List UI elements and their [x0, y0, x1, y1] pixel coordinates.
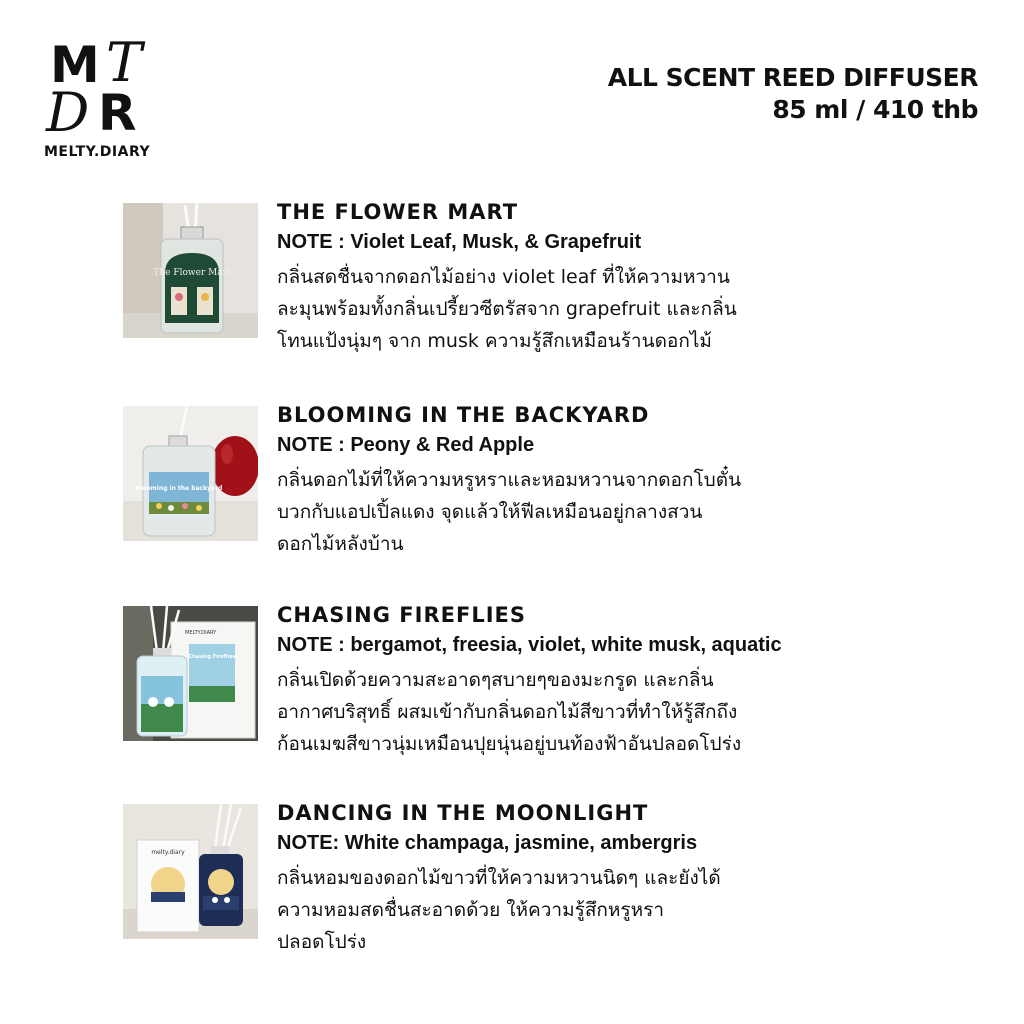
product-name: BLOOMING IN THE BACKYARD — [277, 403, 650, 427]
description-line: กลิ่นหอมของดอกไม้ขาวที่ให้ความหวานนิดๆ และยังได้ — [277, 867, 721, 889]
logo-letter-m: M — [50, 36, 98, 94]
price-line: 85 ml / 410 thb — [772, 95, 978, 124]
dancing-moonlight-bottle-illustration — [123, 804, 258, 939]
description-line: ปลอดโปร่ง — [277, 931, 367, 953]
svg-text:Chasing Fireflies: Chasing Fireflies — [188, 654, 236, 660]
product-item-flower-mart — [123, 200, 893, 353]
product-name: DANCING IN THE MOONLIGHT — [277, 801, 649, 825]
product-info — [277, 400, 897, 560]
product-note: NOTE : Peony & Red Apple — [277, 434, 535, 456]
description-line: อากาศบริสุทธิ์ ผสมเข้ากับกลิ่นดอกไม้สีขาวที่ทำให้รู้สึกถึง — [277, 701, 738, 723]
product-name: CHASING FIREFLIES — [277, 603, 526, 627]
page-header — [608, 62, 978, 126]
logo-letter-d: D — [46, 81, 90, 144]
blooming-backyard-bottle-photo — [123, 406, 258, 541]
dancing-moonlight-bottle-photo — [123, 804, 258, 939]
chasing-fireflies-bottle-photo — [123, 606, 258, 741]
description-line: ดอกไม้หลังบ้าน — [277, 533, 404, 555]
chasing-fireflies-bottle-illustration — [123, 606, 258, 741]
product-description — [277, 862, 897, 958]
svg-text:Blooming in the backyard: Blooming in the backyard — [135, 485, 223, 492]
brand-logo — [44, 31, 166, 164]
description-line: โทนแป้งนุ่มๆ จาก musk ความรู้สึกเหมือนร้านดอกไม้ — [277, 330, 712, 352]
flower-mart-bottle-illustration — [123, 203, 258, 338]
flower-mart-bottle-photo — [123, 203, 258, 338]
product-item-dancing-moonlight — [123, 801, 893, 954]
product-description — [277, 664, 897, 760]
logo-letter-t: T — [106, 31, 143, 94]
product-info — [277, 798, 897, 958]
description-line: ก้อนเมฆสีขาวนุ่มเหมือนปุยนุ่นอยู่บนท้องฟ้าอันปลอดโปร่ง — [277, 733, 742, 755]
product-description — [277, 464, 897, 560]
description-line: กลิ่นดอกไม้ที่ให้ความหรูหราและหอมหวานจากดอกโบตั๋น — [277, 469, 742, 491]
logo-monogram — [44, 31, 166, 144]
svg-text:The Flower Mart: The Flower Mart — [153, 268, 231, 278]
description-line: กลิ่นสดชื่นจากดอกไม้อย่าง violet leaf ที่ให้ความหวาน — [277, 266, 730, 288]
product-note: NOTE : Violet Leaf, Musk, & Grapefruit — [277, 231, 642, 253]
svg-text:MELTY.DIARY: MELTY.DIARY — [185, 630, 217, 636]
product-item-blooming-backyard — [123, 403, 893, 556]
product-info — [277, 197, 897, 357]
product-note: NOTE : bergamot, freesia, violet, white musk, aquatic — [277, 634, 782, 656]
brand-name: MELTY.DIARY — [44, 144, 151, 160]
product-item-chasing-fireflies — [123, 603, 893, 756]
description-line: ความหอมสดชื่นสะอาดด้วย ให้ความรู้สึกหรูหรา — [277, 899, 665, 921]
logo-letter-r: R — [98, 84, 137, 142]
product-note: NOTE: White champaga, jasmine, ambergris — [277, 832, 698, 854]
description-line: บวกกับแอปเปิ้ลแดง จุดแล้วให้ฟีลเหมือนอยู่กลางสวน — [277, 501, 703, 523]
product-description — [277, 261, 897, 357]
page-title: ALL SCENT REED DIFFUSER — [607, 63, 978, 92]
svg-text:melty.diary: melty.diary — [151, 849, 185, 856]
blooming-backyard-bottle-illustration — [123, 406, 258, 541]
product-name: THE FLOWER MART — [277, 200, 519, 224]
description-line: กลิ่นเปิดด้วยความสะอาดๆสบายๆของมะกรูด และกลิ่น — [277, 669, 714, 691]
description-line: ละมุนพร้อมทั้งกลิ่นเปรี้ยวซีตรัสจาก grapefruit และกลิ่น — [277, 298, 737, 320]
product-info — [277, 600, 897, 760]
